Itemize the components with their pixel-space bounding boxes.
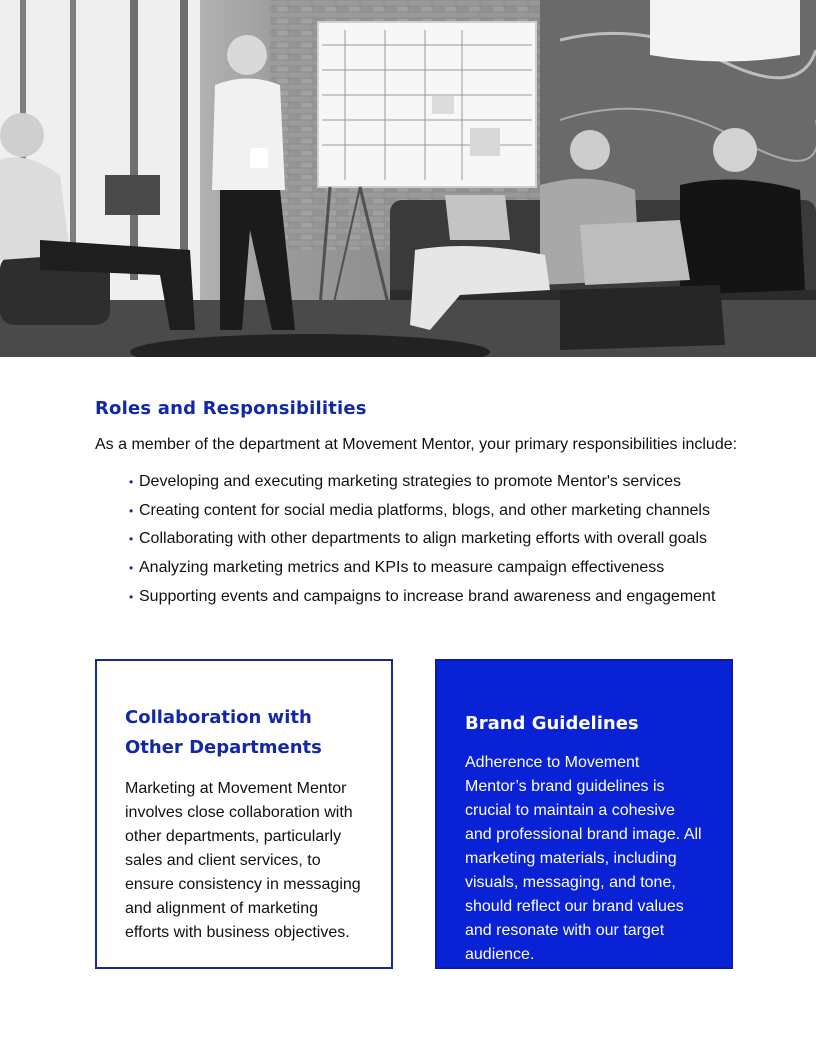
collaboration-title-line2: Other Departments	[125, 737, 322, 758]
bullet-icon: •	[129, 561, 134, 576]
list-item-text: Developing and executing marketing strategies to promote Mentor's services	[139, 473, 681, 490]
roles-section	[95, 397, 745, 615]
bullet-icon: •	[129, 532, 134, 547]
list-item	[129, 587, 745, 616]
list-item	[129, 501, 745, 530]
team-meeting-illustration	[0, 0, 816, 357]
roles-title: Roles and Responsibilities	[95, 398, 367, 419]
collaboration-title-line1: Collaboration with	[125, 707, 312, 728]
responsibilities-list	[129, 472, 745, 615]
brand-title: Brand Guidelines	[465, 713, 639, 734]
brand-body: Adherence to Movement Mentor’s brand guidelines is crucial to maintain a cohesive and professional brand image. All marketing materials, including visuals, messaging, and tone, should reflect our brand values and resonate with our target audience.	[465, 754, 702, 963]
list-item-text: Analyzing marketing metrics and KPIs to measure campaign effectiveness	[139, 559, 665, 577]
list-item	[129, 472, 745, 501]
list-item-text: Creating content for social media platforms, blogs, and other marketing channels	[139, 501, 710, 519]
list-item-text: Collaborating with other departments to align marketing efforts with overall goals	[139, 530, 707, 548]
hero-photo	[0, 0, 816, 357]
list-item	[129, 558, 745, 587]
collaboration-title	[125, 703, 363, 763]
roles-intro: As a member of the department at Movement Mentor, your primary responsibilities include:	[95, 436, 738, 453]
list-item	[129, 529, 745, 558]
collaboration-body: Marketing at Movement Mentor involves close collaboration with other departments, particularly sales and client services, to ensure consistency in messaging and alignment of marketing efforts with business objectives.	[125, 780, 361, 941]
list-item-text: Supporting events and campaigns to increase brand awareness and engagement	[139, 587, 716, 605]
bullet-icon: •	[129, 503, 134, 518]
collaboration-card	[95, 659, 393, 969]
bullet-icon: •	[129, 475, 134, 489]
bullet-icon: •	[129, 589, 134, 604]
brand-guidelines-card	[435, 659, 733, 969]
